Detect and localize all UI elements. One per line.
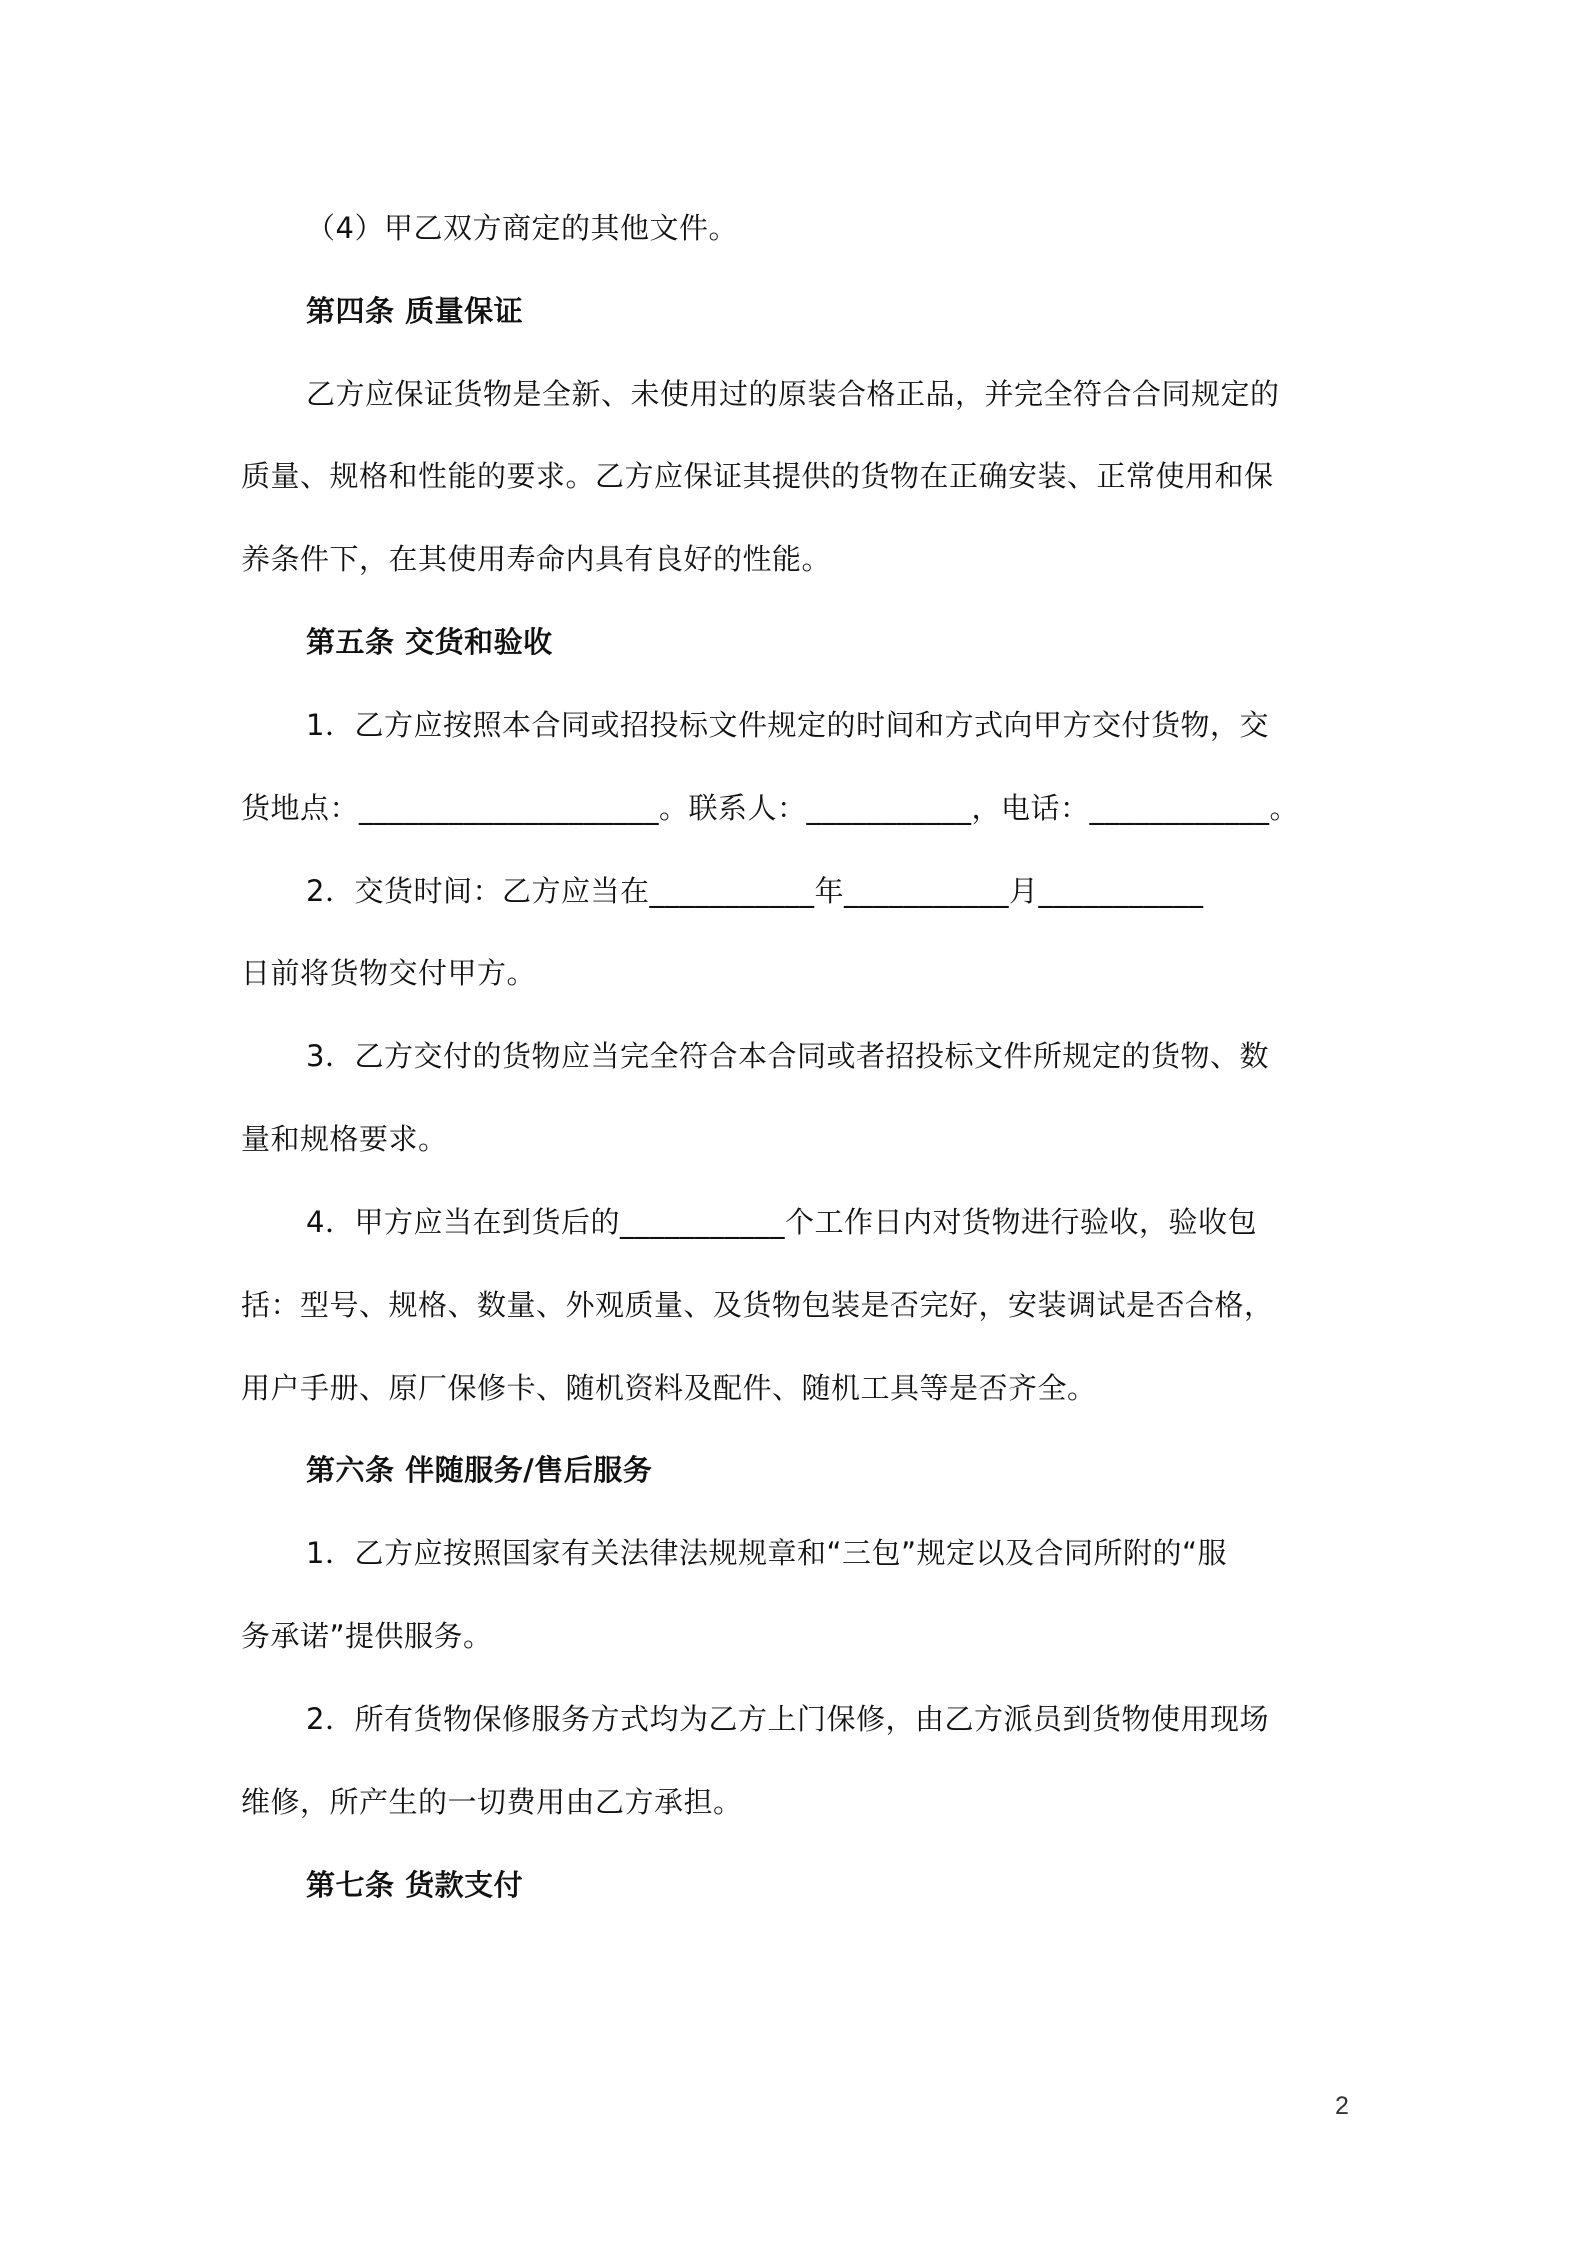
paragraph-line: 1．乙方应按照国家有关法律法规规章和“三包”规定以及合同所附的“服 — [306, 1536, 1228, 1570]
paragraph-line: 质量、规格和性能的要求。乙方应保证其提供的货物在正确安装、正常使用和保 — [241, 459, 1274, 493]
section-heading: 第七条 货款支付 — [306, 1868, 524, 1902]
paragraph-line: 4．甲方应当在到货后的___________个工作日内对货物进行验收，验收包 — [306, 1205, 1257, 1239]
section-heading: 第五条 交货和验收 — [306, 625, 553, 659]
paragraph-line: 括：型号、规格、数量、外观质量、及货物包装是否完好，安装调试是否合格， — [241, 1288, 1274, 1322]
paragraph-line: 用户手册、原厂保修卡、随机资料及配件、随机工具等是否齐全。 — [241, 1371, 1097, 1405]
page-number: 2 — [1335, 2092, 1349, 2120]
paragraph-line: 日前将货物交付甲方。 — [241, 956, 537, 990]
section-heading: 第六条 伴随服务/售后服务 — [306, 1453, 653, 1487]
paragraph-line: 量和规格要求。 — [241, 1122, 448, 1156]
section-heading: 第四条 质量保证 — [306, 294, 524, 328]
paragraph-line: 务承诺”提供服务。 — [241, 1619, 493, 1653]
paragraph-line: 货地点：____________________。联系人：___________，电话：____________。 — [241, 791, 1300, 825]
paragraph-line: 养条件下，在其使用寿命内具有良好的性能。 — [241, 542, 832, 576]
paragraph-line: 乙方应保证货物是全新、未使用过的原装合格正品，并完全符合合同规定的 — [306, 377, 1280, 411]
paragraph-line: （4）甲乙双方商定的其他文件。 — [306, 211, 738, 245]
paragraph-line: 1．乙方应按照本合同或招投标文件规定的时间和方式向甲方交付货物，交 — [306, 708, 1269, 742]
paragraph-line: 2．所有货物保修服务方式均为乙方上门保修，由乙方派员到货物使用现场 — [306, 1702, 1269, 1736]
paragraph-line: 2．交货时间：乙方应当在___________年___________月___________ — [306, 874, 1204, 908]
paragraph-line: 3．乙方交付的货物应当完全符合本合同或者招投标文件所规定的货物、数 — [306, 1039, 1269, 1073]
paragraph-line: 维修，所产生的一切费用由乙方承担。 — [241, 1785, 743, 1819]
